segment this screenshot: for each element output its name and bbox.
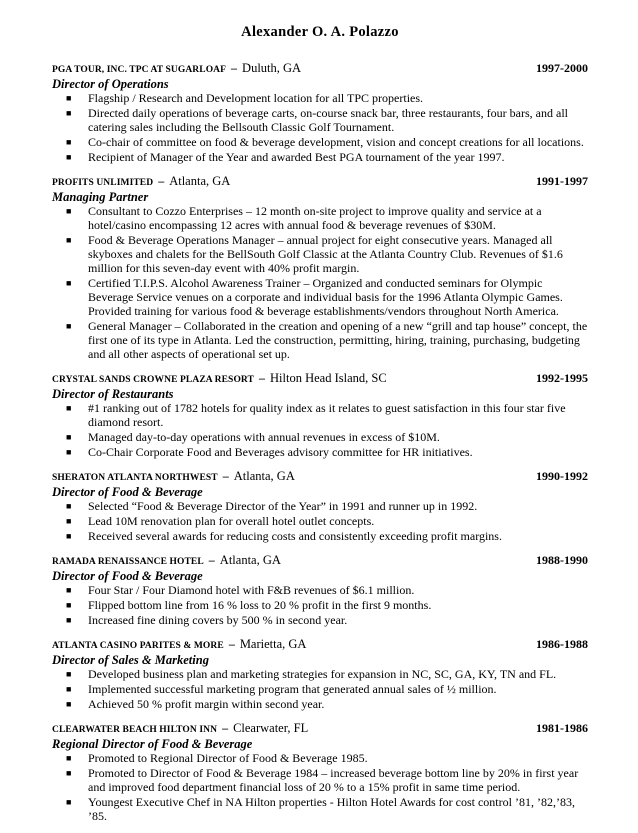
job-employer: CLEARWATER BEACH HILTON INN — [52, 725, 218, 735]
job-location: Clearwater, FL — [233, 721, 309, 735]
bullet-text: General Manager – Collaborated in the creation and opening of a new “grill and tap house” concept, the first one of its type in Atlanta. Led the construction, permitting, hiring, training, purchasing, budgeting and all other aspects of operational set up. — [88, 319, 588, 361]
bullet-text: Increased fine dining covers by 500 % in second year. — [88, 613, 348, 627]
square-bullet-icon: ■ — [66, 93, 72, 103]
job-title: Managing Partner — [52, 190, 149, 204]
bullet-item — [52, 751, 588, 765]
job-dates: 1981-1986 — [536, 721, 588, 735]
job-dates: 1986-1988 — [536, 637, 588, 651]
job-location: Duluth, GA — [242, 61, 302, 75]
employer-separator: – — [219, 469, 232, 483]
job-header — [52, 371, 588, 387]
bullet-item — [52, 682, 588, 696]
job-header — [52, 469, 588, 485]
square-bullet-icon: ■ — [66, 447, 72, 457]
square-bullet-icon: ■ — [66, 321, 72, 331]
job-dates: 1997-2000 — [536, 61, 588, 75]
bullet-text: Food & Beverage Operations Manager – annual project for eight consecutive years. Managed all skyboxes and chalets for the BellSouth Golf Classic at the Atlanta Country Club. Revenues of $1.6 million for this seven-day event with 40% profit margin. — [88, 233, 563, 275]
job-employer-line — [52, 721, 308, 737]
job-location: Atlanta, GA — [219, 553, 281, 567]
job-employer: CRYSTAL SANDS CROWNE PLAZA RESORT — [52, 375, 254, 385]
job-dates: 1988-1990 — [536, 553, 588, 567]
job-bullets — [52, 204, 588, 361]
job-section — [52, 174, 588, 361]
job-employer: PROFITS UNLIMITED — [52, 178, 154, 188]
bullet-text: Selected “Food & Beverage Director of the Year” in 1991 and runner up in 1992. — [88, 499, 478, 513]
square-bullet-icon: ■ — [66, 137, 72, 147]
job-employer-line — [52, 553, 281, 569]
square-bullet-icon: ■ — [66, 684, 72, 694]
job-section — [52, 637, 588, 711]
job-employer-line — [52, 61, 301, 77]
job-section — [52, 721, 588, 823]
bullet-item — [52, 598, 588, 612]
job-dates: 1992-1995 — [536, 371, 588, 385]
job-employer-line — [52, 637, 306, 653]
bullet-text: Implemented successful marketing program that generated annual sales of ½ million. — [88, 682, 497, 696]
bullet-item — [52, 276, 588, 318]
bullet-text: #1 ranking out of 1782 hotels for quality index as it relates to guest satisfaction in this four star five diamond resort. — [88, 401, 566, 429]
bullet-item — [52, 106, 588, 134]
bullet-item — [52, 766, 588, 794]
employer-separator: – — [228, 61, 241, 75]
bullet-item — [52, 795, 588, 823]
square-bullet-icon: ■ — [66, 797, 72, 807]
bullet-text: Developed business plan and marketing strategies for expansion in NC, SC, GA, KY, TN and FL. — [88, 667, 557, 681]
bullet-text: Achieved 50 % profit margin within second year. — [88, 697, 325, 711]
square-bullet-icon: ■ — [66, 615, 72, 625]
job-title: Director of Operations — [52, 77, 169, 91]
bullet-text: Co-chair of committee on food & beverage development, vision and concept creations for all locations. — [88, 135, 584, 149]
bullet-item — [52, 204, 588, 232]
bullet-text: Directed daily operations of beverage carts, on-course snack bar, three restaurants, four bars, and all catering sales including the Bellsouth Classic Golf Tournament. — [88, 106, 568, 134]
bullet-item — [52, 319, 588, 361]
job-header — [52, 553, 588, 569]
bullet-text: Flagship / Research and Development location for all TPC properties. — [88, 91, 424, 105]
job-employer: ATLANTA CASINO PARITES & MORE — [52, 641, 224, 651]
bullet-text: Four Star / Four Diamond hotel with F&B revenues of $6.1 million. — [88, 583, 415, 597]
employer-separator: – — [219, 721, 232, 735]
job-dates: 1991-1997 — [536, 174, 588, 188]
job-header — [52, 61, 588, 77]
bullet-text: Youngest Executive Chef in NA Hilton properties - Hilton Hotel Awards for cost control ’81, ’82,’83, ’85. — [88, 795, 575, 823]
bullet-item — [52, 514, 588, 528]
employer-separator: – — [205, 553, 218, 567]
job-header — [52, 637, 588, 653]
square-bullet-icon: ■ — [66, 699, 72, 709]
job-employer: SHERATON ATLANTA NORTHWEST — [52, 473, 218, 483]
job-title: Director of Restaurants — [52, 387, 174, 401]
job-bullets — [52, 751, 588, 823]
job-title: Regional Director of Food & Beverage — [52, 737, 253, 751]
job-section — [52, 61, 588, 164]
square-bullet-icon: ■ — [66, 768, 72, 778]
bullet-item — [52, 401, 588, 429]
square-bullet-icon: ■ — [66, 235, 72, 245]
job-employer: RAMADA RENAISSANCE HOTEL — [52, 557, 204, 567]
bullet-text: Lead 10M renovation plan for overall hotel outlet concepts. — [88, 514, 375, 528]
bullet-text: Certified T.I.P.S. Alcohol Awareness Trainer – Organized and conducted seminars for Olympic Beverage Service venues on a corporate and individual basis for the 1996 Atlanta Olympic Games. Provided training for various food & beverage establishments/vendors throughout North America. — [88, 276, 563, 318]
job-title: Director of Food & Beverage — [52, 569, 203, 583]
bullet-item — [52, 667, 588, 681]
job-bullets — [52, 91, 588, 164]
job-section — [52, 469, 588, 543]
job-employer-line — [52, 174, 230, 190]
job-location: Atlanta, GA — [233, 469, 295, 483]
job-location: Marietta, GA — [239, 637, 307, 651]
bullet-item — [52, 529, 588, 543]
bullet-text: Recipient of Manager of the Year and awarded Best PGA tournament of the year 1997. — [88, 150, 505, 164]
bullet-item — [52, 430, 588, 444]
bullet-text: Promoted to Regional Director of Food & Beverage 1985. — [88, 751, 368, 765]
candidate-name: Alexander O. A. Polazzo — [241, 24, 399, 40]
bullet-text: Promoted to Director of Food & Beverage 1984 – increased beverage bottom line by 20% in first year and improved food department financial loss of 20 % to a 15% profit in same time period. — [88, 766, 579, 794]
bullet-item — [52, 697, 588, 711]
square-bullet-icon: ■ — [66, 669, 72, 679]
job-section — [52, 553, 588, 627]
job-employer-line — [52, 371, 387, 387]
square-bullet-icon: ■ — [66, 516, 72, 526]
job-header — [52, 721, 588, 737]
job-bullets — [52, 401, 588, 459]
employer-separator: – — [225, 637, 238, 651]
bullet-item — [52, 150, 588, 164]
job-location: Hilton Head Island, SC — [270, 371, 387, 385]
job-title: Director of Sales & Marketing — [52, 653, 209, 667]
bullet-item — [52, 91, 588, 105]
bullet-item — [52, 135, 588, 149]
employer-separator: – — [256, 371, 268, 385]
square-bullet-icon: ■ — [66, 108, 72, 118]
square-bullet-icon: ■ — [66, 501, 72, 511]
bullet-text: Received several awards for reducing costs and consistently exceeding profit margins. — [88, 529, 502, 543]
experience-list — [52, 61, 588, 823]
square-bullet-icon: ■ — [66, 152, 72, 162]
job-employer-line — [52, 469, 295, 485]
square-bullet-icon: ■ — [66, 432, 72, 442]
job-title: Director of Food & Beverage — [52, 485, 203, 499]
square-bullet-icon: ■ — [66, 206, 72, 216]
job-location: Atlanta, GA — [169, 174, 231, 188]
bullet-item — [52, 613, 588, 627]
job-header — [52, 174, 588, 190]
job-bullets — [52, 583, 588, 627]
bullet-text: Managed day-to-day operations with annual revenues in excess of $10M. — [88, 430, 440, 444]
job-section — [52, 371, 588, 459]
job-employer: PGA TOUR, INC. TPC AT SUGARLOAF — [52, 65, 227, 75]
square-bullet-icon: ■ — [66, 600, 72, 610]
employer-separator: – — [155, 174, 168, 188]
square-bullet-icon: ■ — [66, 278, 72, 288]
bullet-item — [52, 445, 588, 459]
square-bullet-icon: ■ — [66, 403, 72, 413]
bullet-text: Flipped bottom line from 16 % loss to 20 % profit in the first 9 months. — [88, 598, 432, 612]
square-bullet-icon: ■ — [66, 531, 72, 541]
bullet-text: Co-Chair Corporate Food and Beverages advisory committee for HR initiatives. — [88, 445, 473, 459]
resume-page — [52, 24, 588, 833]
square-bullet-icon: ■ — [66, 753, 72, 763]
bullet-item — [52, 233, 588, 275]
bullet-item — [52, 583, 588, 597]
bullet-text: Consultant to Cozzo Enterprises – 12 month on-site project to improve quality and service at a hotel/casino encompassing 12 acres with annual food & beverage revenues of $30M. — [88, 204, 542, 232]
job-bullets — [52, 667, 588, 711]
job-dates: 1990-1992 — [536, 469, 588, 483]
square-bullet-icon: ■ — [66, 585, 72, 595]
bullet-item — [52, 499, 588, 513]
job-bullets — [52, 499, 588, 543]
